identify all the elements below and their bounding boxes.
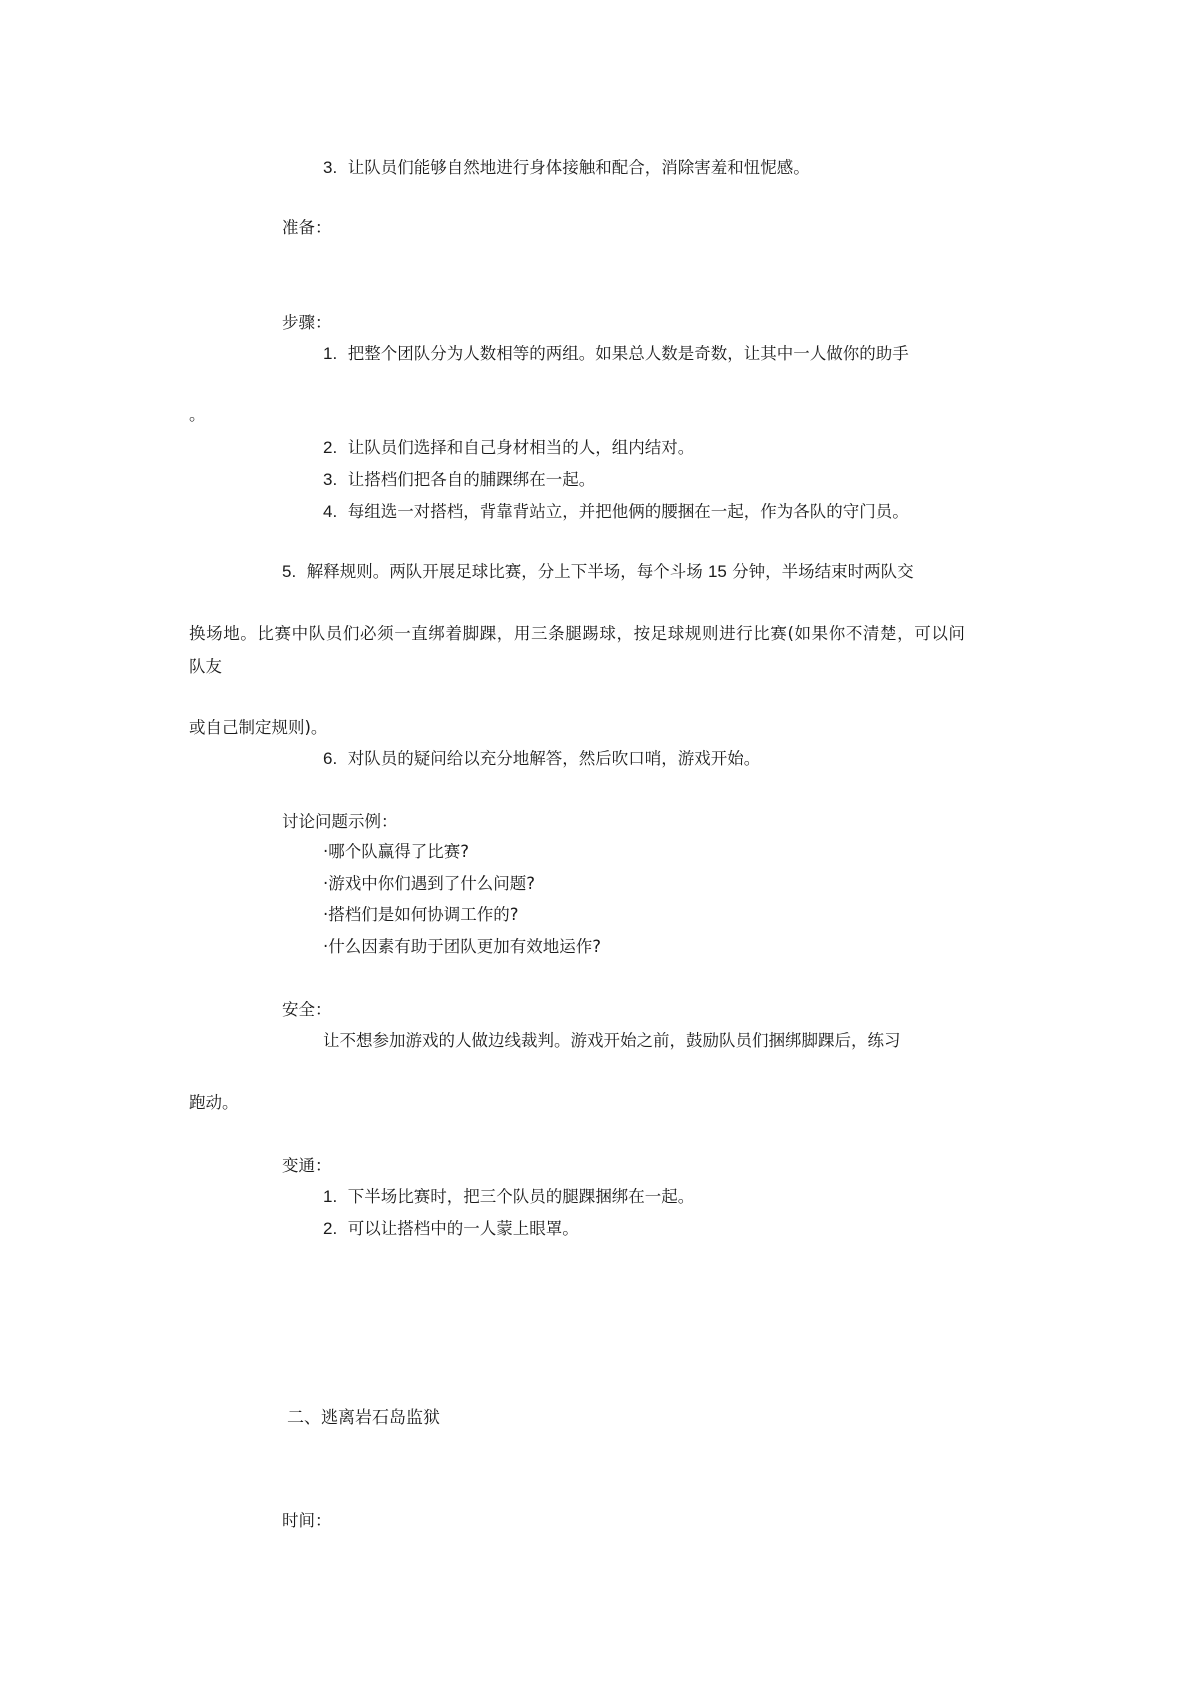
variation-2 — [323, 1218, 579, 1240]
step-1-continuation: 。 — [189, 405, 206, 424]
step-5 — [282, 561, 914, 583]
item-text: 分钟，半场结束时两队交 — [726, 562, 914, 581]
discussion-item: ·什么因素有助于团队更加有效地运作? — [323, 937, 602, 956]
item-text: 让搭档们把各自的脯踝绑在一起。 — [347, 470, 596, 489]
safety-continuation: 跑动。 — [189, 1093, 239, 1112]
item-text: 每组选一对搭档，背靠背站立，并把他俩的腰捆在一起，作为各队的守门员。 — [347, 502, 909, 521]
step-3 — [323, 469, 595, 491]
step-1 — [323, 343, 909, 365]
prep-label: 准备： — [282, 218, 332, 237]
discussion-item: ·搭档们是如何协调工作的? — [323, 905, 519, 924]
step-2 — [323, 437, 694, 459]
item-number: 4. — [323, 502, 338, 521]
discussion-label: 讨论问题示例： — [282, 812, 398, 831]
variation-label: 变通： — [282, 1156, 332, 1175]
goal-item-3 — [323, 157, 810, 179]
step-4 — [323, 501, 909, 523]
time-label: 时间： — [282, 1511, 332, 1530]
item-number: 3. — [323, 158, 338, 177]
item-text: 解释规则。两队开展足球比赛，分上下半场，每个斗场 — [306, 562, 708, 581]
step-6 — [323, 748, 760, 770]
item-text: 下半场比赛时，把三个队员的腿踝捆绑在一起。 — [347, 1187, 695, 1206]
section-title: 二、逃离岩石岛监狱 — [287, 1408, 440, 1428]
item-number: 5. — [282, 562, 297, 581]
discussion-item: ·哪个队赢得了比赛? — [323, 842, 470, 861]
item-text: 把整个团队分为人数相等的两组。如果总人数是奇数，让其中一人做你的助手 — [347, 344, 909, 363]
minutes-value: 15 — [707, 562, 727, 581]
steps-label: 步骤： — [282, 313, 332, 332]
item-number: 1. — [323, 344, 338, 363]
step-5-continuation-1: 换场地。比赛中队员们必须一直绑着脚踝，用三条腿踢球，按足球规则进行比赛(如果你不清楚，可以问 — [189, 624, 966, 643]
variation-1 — [323, 1186, 694, 1208]
step-5-continuation-3: 或自己制定规则)。 — [189, 718, 328, 737]
item-text: 让队员们能够自然地进行身体接触和配合，消除害羞和忸怩感。 — [347, 158, 810, 177]
item-number: 2. — [323, 1219, 338, 1238]
item-number: 1. — [323, 1187, 338, 1206]
item-text: 让队员们选择和自己身材相当的人，组内结对。 — [347, 438, 695, 457]
discussion-item: ·游戏中你们遇到了什么问题? — [323, 874, 536, 893]
safety-text: 让不想参加游戏的人做边线裁判。游戏开始之前，鼓励队员们捆绑脚踝后，练习 — [323, 1031, 901, 1050]
step-5-continuation-2: 队友 — [189, 657, 222, 676]
item-text: 可以让搭档中的一人蒙上眼罩。 — [347, 1219, 579, 1238]
item-number: 2. — [323, 438, 338, 457]
item-number: 6. — [323, 749, 338, 768]
safety-label: 安全： — [282, 1000, 332, 1019]
item-text: 对队员的疑问给以充分地解答，然后吹口哨，游戏开始。 — [347, 749, 761, 768]
item-number: 3. — [323, 470, 338, 489]
